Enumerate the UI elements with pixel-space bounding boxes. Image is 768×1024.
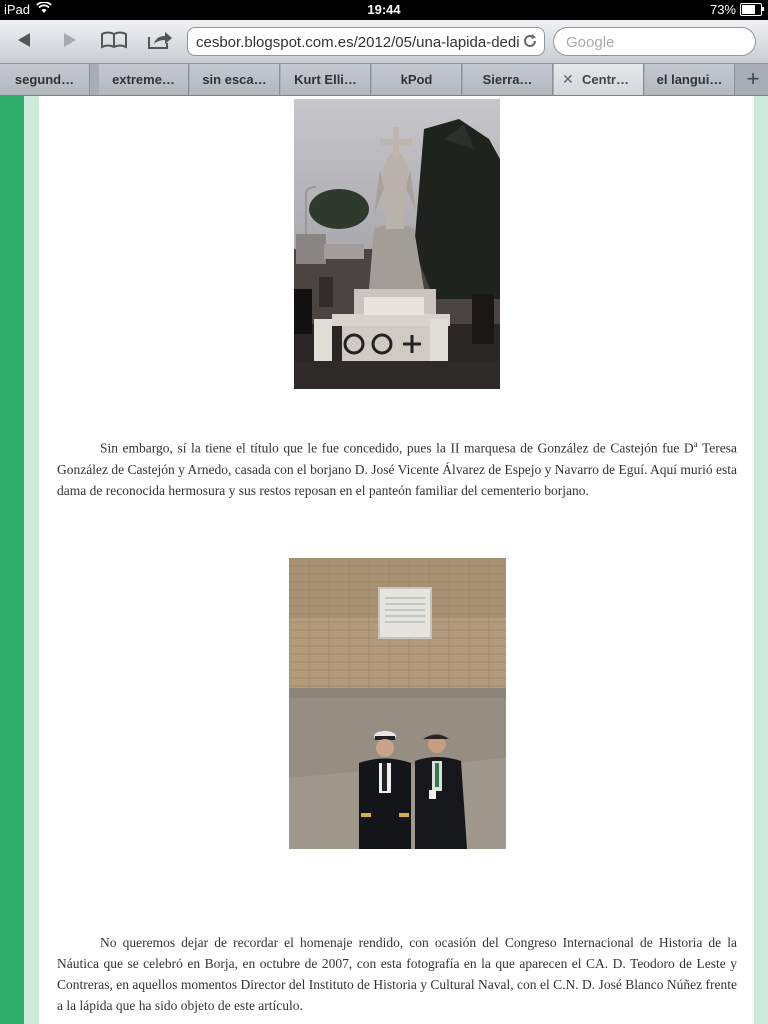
- tab-label: Kurt Elli…: [294, 72, 357, 87]
- share-button[interactable]: [142, 28, 178, 56]
- status-bar: [0, 0, 768, 20]
- left-green-band: [0, 96, 24, 1024]
- tab-label: kPod: [400, 72, 433, 87]
- tab-label: Centr…: [582, 72, 629, 87]
- back-button[interactable]: [6, 28, 42, 56]
- device-label: iPad: [4, 2, 31, 17]
- tab-8[interactable]: [645, 64, 735, 95]
- new-tab-button[interactable]: [738, 64, 768, 95]
- tab-label: Sierra…: [482, 72, 533, 87]
- article-paragraph-1: [57, 434, 737, 501]
- tab-1[interactable]: [0, 64, 90, 95]
- url-text: cesbor.blogspot.com.es/2012/05/una-lapida-dedi: [196, 34, 520, 51]
- right-light-band: [754, 96, 768, 1024]
- tab-label: segund…: [14, 72, 75, 87]
- cemetery-monument-photo: [294, 99, 500, 389]
- plus-icon: +: [746, 66, 760, 91]
- tab-label: extreme…: [112, 72, 175, 87]
- plaque-ceremony-photo: [289, 558, 506, 849]
- reload-icon[interactable]: [522, 33, 538, 53]
- back-arrow-icon: [15, 31, 33, 54]
- paragraph-1-superscript: a: [693, 439, 698, 449]
- forward-button[interactable]: [52, 28, 88, 56]
- search-placeholder: Google: [566, 34, 615, 51]
- browser-toolbar: [0, 20, 768, 64]
- battery-icon: [740, 3, 762, 16]
- tab-label: sin esca…: [202, 72, 267, 87]
- web-page[interactable]: [0, 96, 768, 1024]
- tab-7-active[interactable]: [554, 64, 644, 95]
- url-field[interactable]: [187, 27, 545, 56]
- book-icon: [100, 30, 128, 55]
- article-paragraph-2: No queremos dejar de recordar el homenaje rendido, con ocasión del Congreso Internacional de Historia de la Náutica que se celebró en Borja, en octubre de 2007, con esta fotografía en la que aparecen el CA. D. Teodoro de Leste y Contreras, en aquellos momentos Director del Instituto de Historia y Cultural Naval, con el C.N. D. José Blanco Núñez frente a la lápida que ha sido objeto de este artículo.: [57, 935, 737, 1013]
- tab-5[interactable]: [372, 64, 462, 95]
- tab-bar: [0, 64, 768, 96]
- tab-2[interactable]: [99, 64, 189, 95]
- search-field[interactable]: [553, 27, 756, 56]
- tab-label: el langui…: [656, 72, 723, 87]
- tab-6[interactable]: [463, 64, 553, 95]
- paragraph-1-text-a: Sin embargo, sí la tiene el título que le fue concedido, pues la II marquesa de González de Castejón fue D: [100, 440, 694, 456]
- tab-3[interactable]: [190, 64, 280, 95]
- clock: 19:44: [367, 2, 401, 17]
- bookmarks-button[interactable]: [96, 28, 132, 56]
- paragraph-1-text-b: Teresa González de Castejón y Arnedo, casada con el borjano D. José Vicente Álvarez de Espejo y Navarro de Eguí. Aquí murió esta dama de reconocida hermosura y sus restos reposan en el panteón familiar del cementerio borjano.: [57, 440, 737, 498]
- battery-percent: 73%: [709, 2, 736, 17]
- close-tab-icon[interactable]: ✕: [562, 71, 574, 87]
- forward-arrow-icon: [61, 31, 79, 54]
- left-light-band: [24, 96, 39, 1024]
- share-icon: [147, 30, 173, 55]
- tab-4[interactable]: [281, 64, 371, 95]
